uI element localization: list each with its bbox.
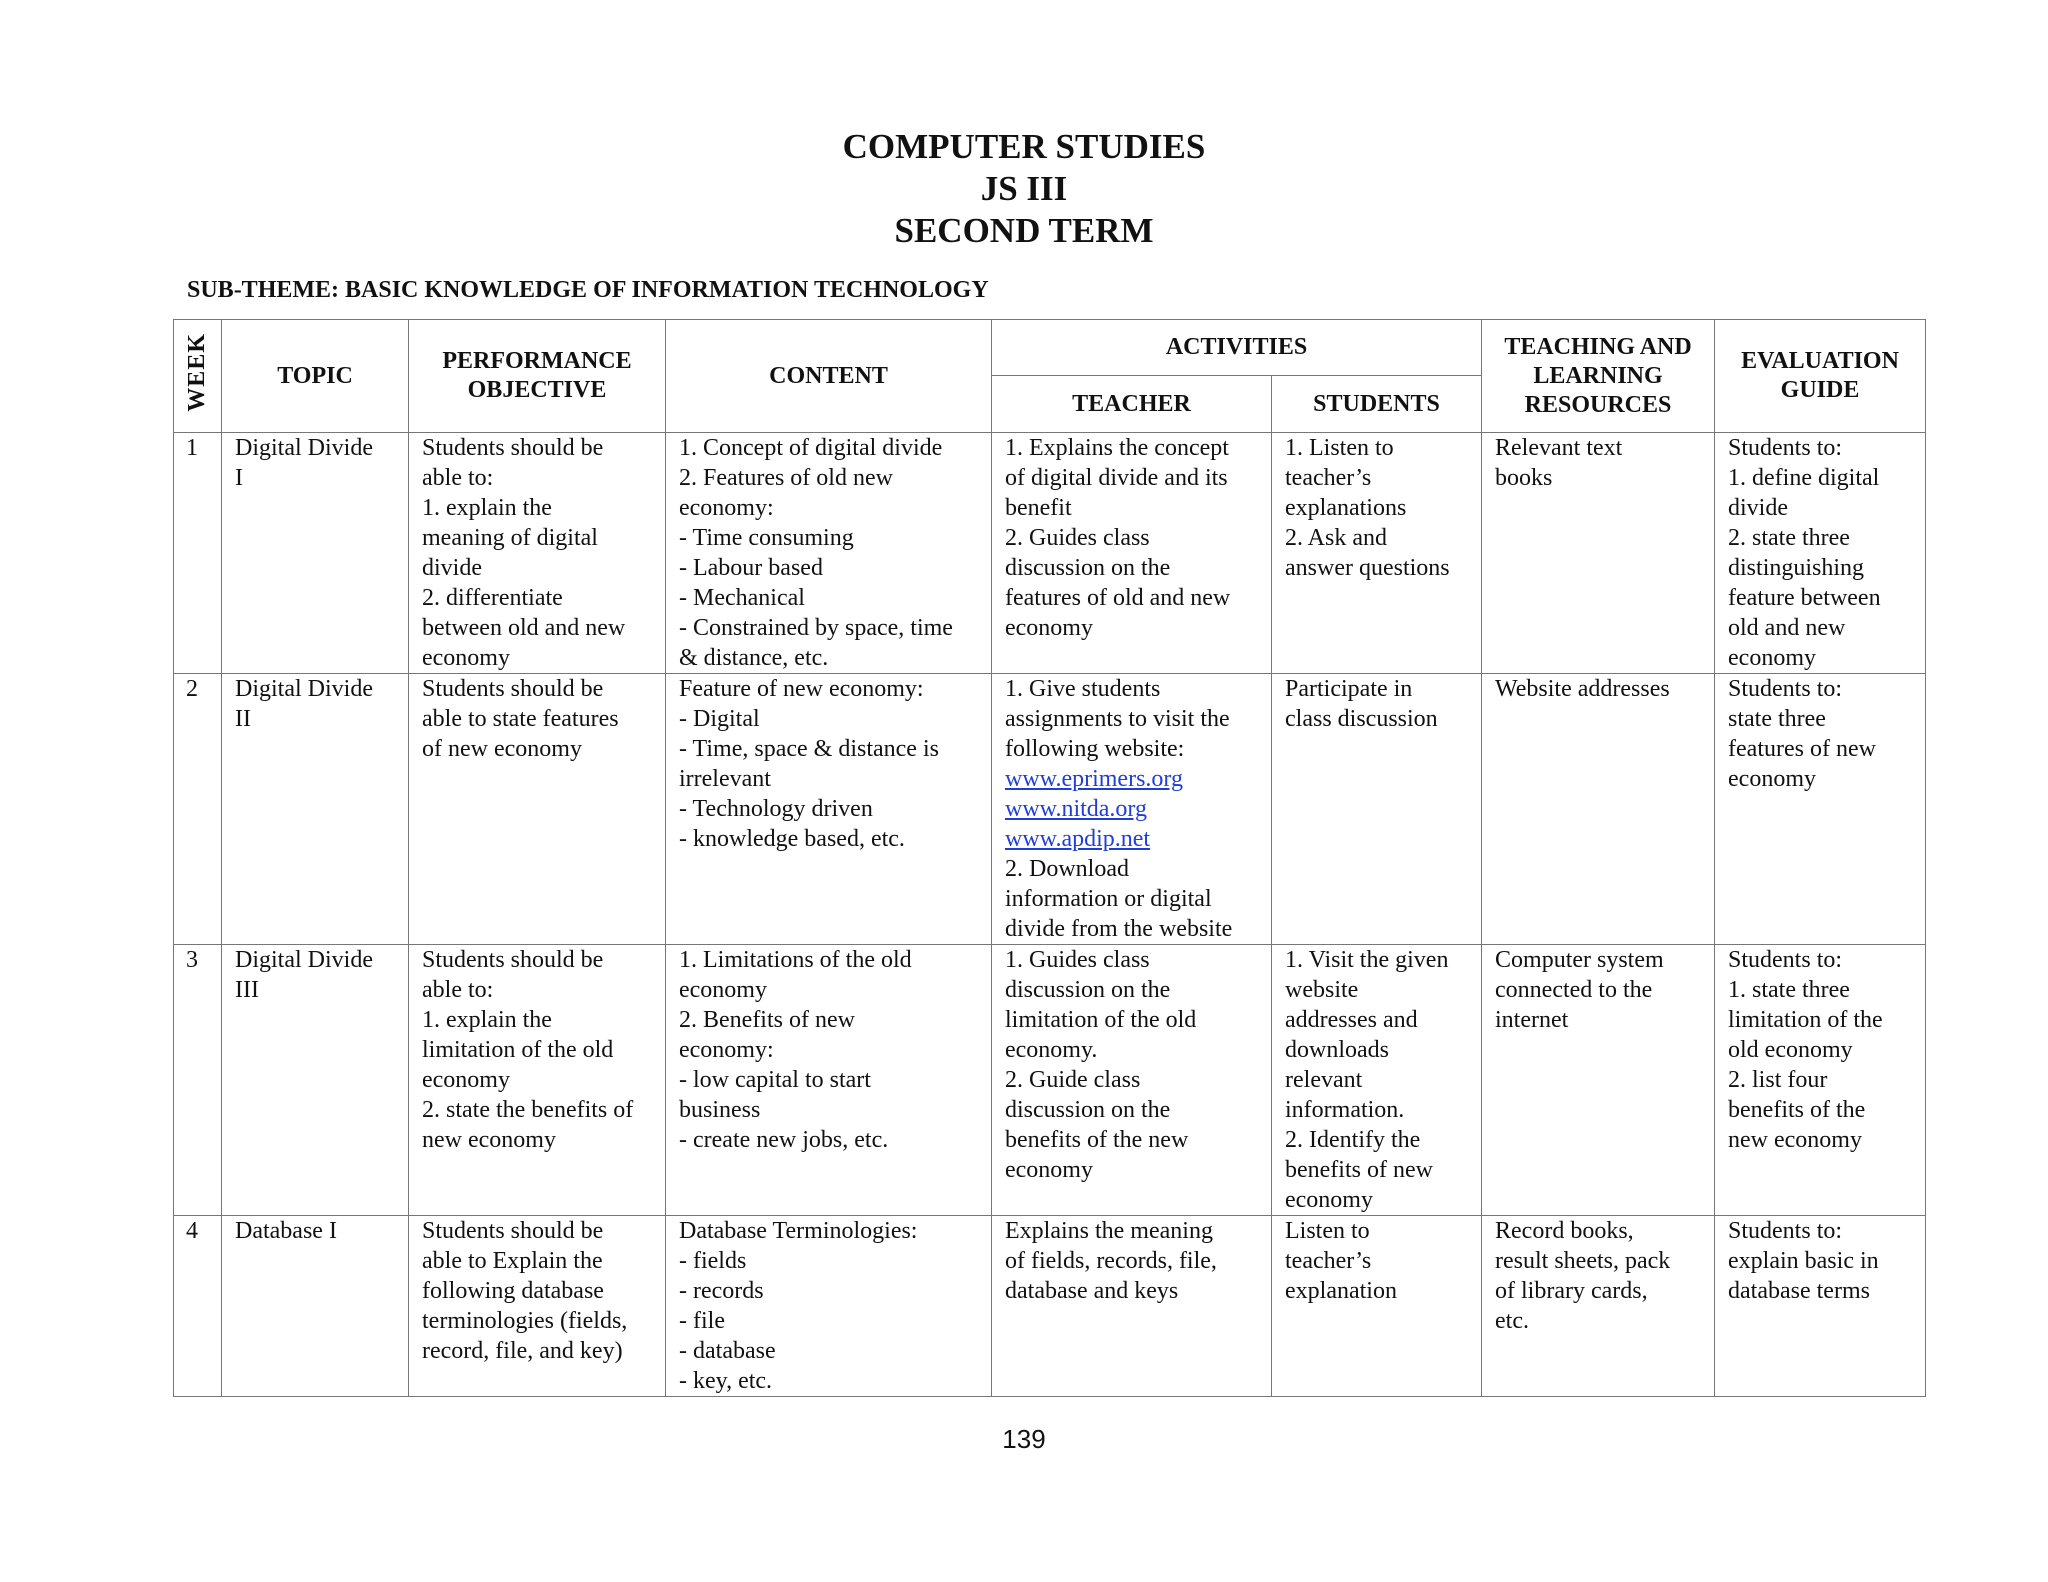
course-title: COMPUTER STUDIES: [842, 127, 1206, 166]
objective-cell: Students should be able to state features of new economy: [409, 674, 666, 945]
students-activity-cell: Participate in class discussion: [1272, 674, 1482, 945]
teacher-activity-cell: 1. Guides class discussion on the limitation of the old economy. 2. Guide class discussion on the benefits of the new economy: [992, 945, 1272, 1216]
students-activity-cell: 1. Listen to teacher’s explanations 2. Ask and answer questions: [1272, 433, 1482, 674]
week-cell: 4: [174, 1216, 222, 1397]
week-cell: 2: [174, 674, 222, 945]
content-cell: 1. Concept of digital divide 2. Features of old new economy: - Time consuming - Labour based - Mechanical - Constrained by space, time & distance, etc.: [666, 433, 992, 674]
teacher-activity-cell: 1. Explains the concept of digital divide and its benefit 2. Guides class discussion on the features of old and new economy: [992, 433, 1272, 674]
objective-cell: Students should be able to: 1. explain the meaning of digital divide 2. differentiate between old and new economy: [409, 433, 666, 674]
evaluation-cell: Students to: state three features of new economy: [1715, 674, 1926, 945]
table-row: [174, 674, 1926, 945]
website-link-nitda[interactable]: www.nitda.org: [1005, 796, 1147, 822]
objective-header: PERFORMANCE OBJECTIVE: [409, 320, 666, 433]
table-row: [174, 945, 1926, 1216]
website-link-apdip[interactable]: www.apdip.net: [1005, 826, 1151, 852]
teacher-activity-cell: 1. Give students assignments to visit the following website: www.eprimers.org www.nitda.org www.apdip.net 2. Download information or digital divide from the website: [992, 674, 1272, 945]
evaluation-cell: Students to: 1. define digital divide 2. state three distinguishing feature between old and new economy: [1715, 433, 1926, 674]
topic-cell: Digital Divide III: [222, 945, 409, 1216]
header-row: [174, 320, 1926, 376]
content-cell: Feature of new economy: - Digital - Time, space & distance is irrelevant - Technology driven - knowledge based, etc.: [666, 674, 992, 945]
teacher-header: TEACHER: [992, 376, 1272, 433]
week-cell: 1: [174, 433, 222, 674]
resources-cell: Record books, result sheets, pack of library cards, etc.: [1482, 1216, 1715, 1397]
objective-cell: Students should be able to Explain the following database terminologies (fields, record, file, and key): [409, 1216, 666, 1397]
resources-cell: Website addresses: [1482, 674, 1715, 945]
evaluation-header: EVALUATION GUIDE: [1715, 320, 1926, 433]
week-header-label: WEEK: [184, 332, 210, 412]
topic-cell: Digital Divide I: [222, 433, 409, 674]
week-cell: 3: [174, 945, 222, 1216]
topic-cell: Digital Divide II: [222, 674, 409, 945]
content-cell: 1. Limitations of the old economy 2. Benefits of new economy: - low capital to start business - create new jobs, etc.: [666, 945, 992, 1216]
document-title-block: [0, 126, 2048, 252]
class-title: JS III: [980, 169, 1068, 208]
content-header: CONTENT: [666, 320, 992, 433]
table-row: [174, 1216, 1926, 1397]
page-number: 139: [1002, 1424, 1046, 1454]
term-title: SECOND TERM: [894, 211, 1154, 250]
content-cell: Database Terminologies: - fields - records - file - database - key, etc.: [666, 1216, 992, 1397]
resources-cell: Relevant text books: [1482, 433, 1715, 674]
topic-cell: Database I: [222, 1216, 409, 1397]
evaluation-cell: Students to: 1. state three limitation of the old economy 2. list four benefits of the new economy: [1715, 945, 1926, 1216]
students-activity-cell: 1. Visit the given website addresses and downloads relevant information. 2. Identify the benefits of new economy: [1272, 945, 1482, 1216]
activities-header: ACTIVITIES: [992, 320, 1482, 376]
website-link-eprimers[interactable]: www.eprimers.org: [1005, 766, 1183, 792]
week-header: [174, 320, 222, 433]
students-header: STUDENTS: [1272, 376, 1482, 433]
evaluation-cell: Students to: explain basic in database terms: [1715, 1216, 1926, 1397]
scheme-of-work-table: [173, 319, 1926, 1397]
students-activity-cell: Listen to teacher’s explanation: [1272, 1216, 1482, 1397]
topic-header: TOPIC: [222, 320, 409, 433]
resources-cell: Computer system connected to the internet: [1482, 945, 1715, 1216]
teacher-activity-cell: Explains the meaning of fields, records, file, database and keys: [992, 1216, 1272, 1397]
subtheme-heading: SUB-THEME: BASIC KNOWLEDGE OF INFORMATION TECHNOLOGY: [187, 277, 989, 303]
table-row: [174, 433, 1926, 674]
resources-header: TEACHING AND LEARNING RESOURCES: [1482, 320, 1715, 433]
objective-cell: Students should be able to: 1. explain the limitation of the old economy 2. state the benefits of new economy: [409, 945, 666, 1216]
